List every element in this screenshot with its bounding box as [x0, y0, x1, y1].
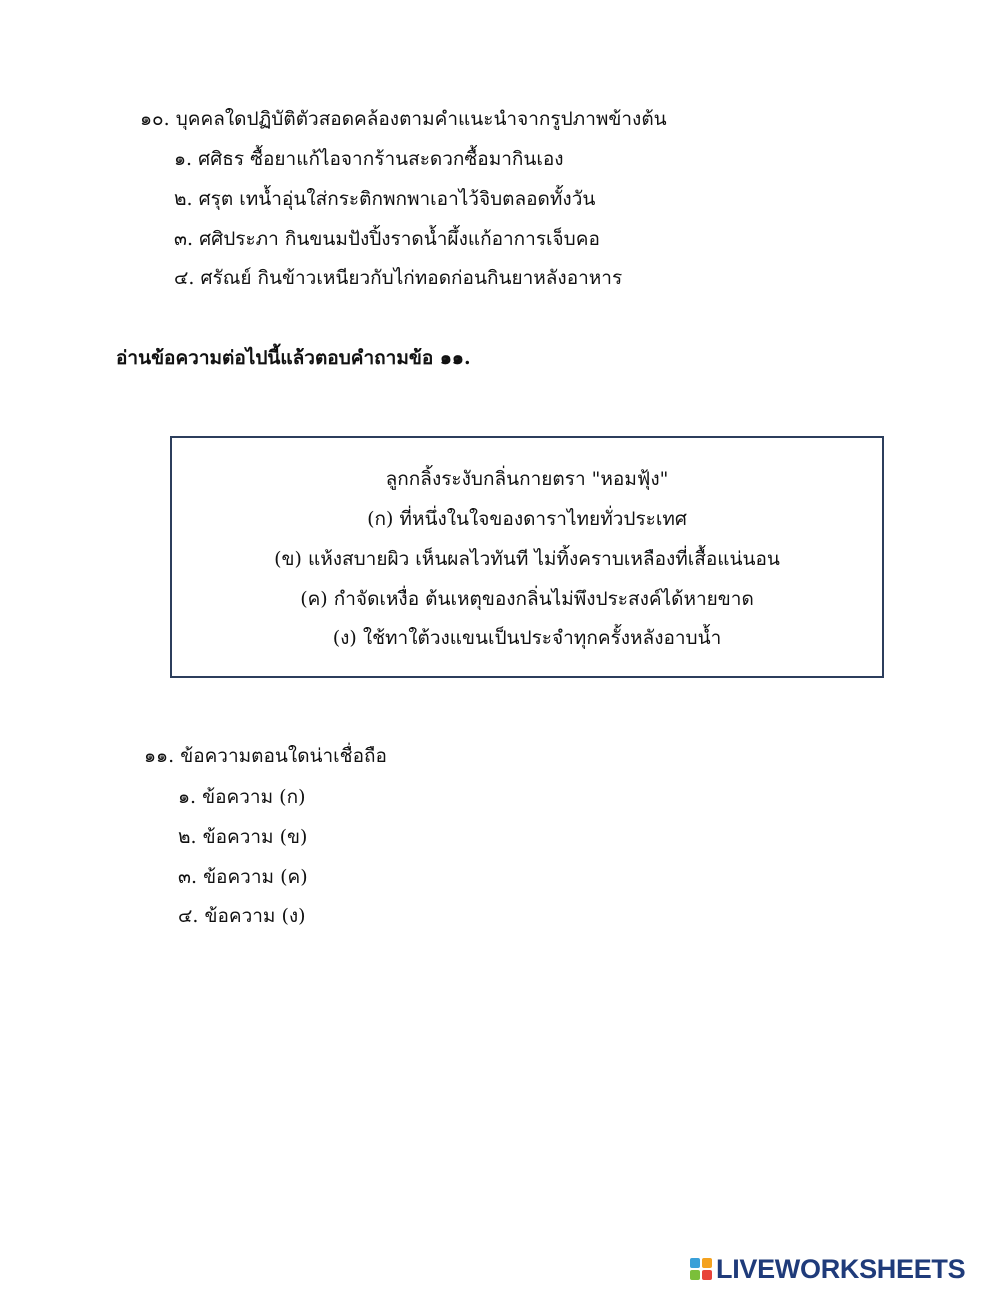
reading-instruction: อ่านข้อความต่อไปนี้แล้วตอบคำถามข้อ ๑๑. — [116, 347, 471, 369]
ad-statement-ko: (ก) ที่หนึ่งในใจของดาราไทยทั่วประเทศ — [367, 508, 687, 530]
question-11-option-4: ๔. ข้อความ (ง) — [178, 905, 306, 927]
logo-square — [690, 1258, 700, 1268]
question-10-option-1: ๑. ศศิธร ซื้อยาแก้ไอจากร้านสะดวกซื้อมากินเอง — [174, 148, 564, 170]
logo-square — [702, 1258, 712, 1268]
logo-square — [690, 1270, 700, 1280]
advertisement-box — [170, 436, 884, 678]
question-10-option-2: ๒. ศรุต เทน้ำอุ่นใส่กระติกพกพาเอาไว้จิบตลอดทั้งวัน — [174, 188, 596, 210]
liveworksheets-logo — [690, 1252, 965, 1286]
ad-statement-ngo: (ง) ใช้ทาใต้วงแขนเป็นประจำทุกครั้งหลังอาบน้ำ — [332, 627, 722, 649]
ad-statement-kho: (ข) แห้งสบายผิว เห็นผลไวทันที ไม่ทิ้งคราบเหลืองที่เสื้อแน่นอน — [274, 548, 780, 570]
question-10-option-3: ๓. ศศิประภา กินขนมปังปิ้งราดน้ำผึ้งแก้อาการเจ็บคอ — [174, 228, 600, 250]
question-11-option-3: ๓. ข้อความ (ค) — [178, 866, 308, 888]
question-11-option-1: ๑. ข้อความ (ก) — [178, 786, 306, 808]
question-11-option-2: ๒. ข้อความ (ข) — [178, 826, 308, 848]
question-11-prompt: ๑๑. ข้อความตอนใดน่าเชื่อถือ — [144, 745, 387, 767]
logo-square — [702, 1270, 712, 1280]
ad-statement-kho-khwai: (ค) กำจัดเหงื่อ ต้นเหตุของกลิ่นไม่พึงประสงค์ได้หายขาด — [300, 588, 754, 610]
question-10-option-4: ๔. ศรัณย์ กินข้าวเหนียวกับไก่ทอดก่อนกินยาหลังอาหาร — [174, 267, 623, 289]
logo-grid-icon — [690, 1258, 712, 1280]
question-10-prompt: ๑๐. บุคคลใดปฏิบัติตัวสอดคล้องตามคำแนะนำจากรูปภาพข้างต้น — [140, 108, 667, 130]
logo-wordmark: LIVEWORKSHEETS — [716, 1253, 966, 1284]
ad-headline: ลูกกลิ้งระงับกลิ่นกายตรา "หอมฟุ้ง" — [385, 468, 669, 490]
